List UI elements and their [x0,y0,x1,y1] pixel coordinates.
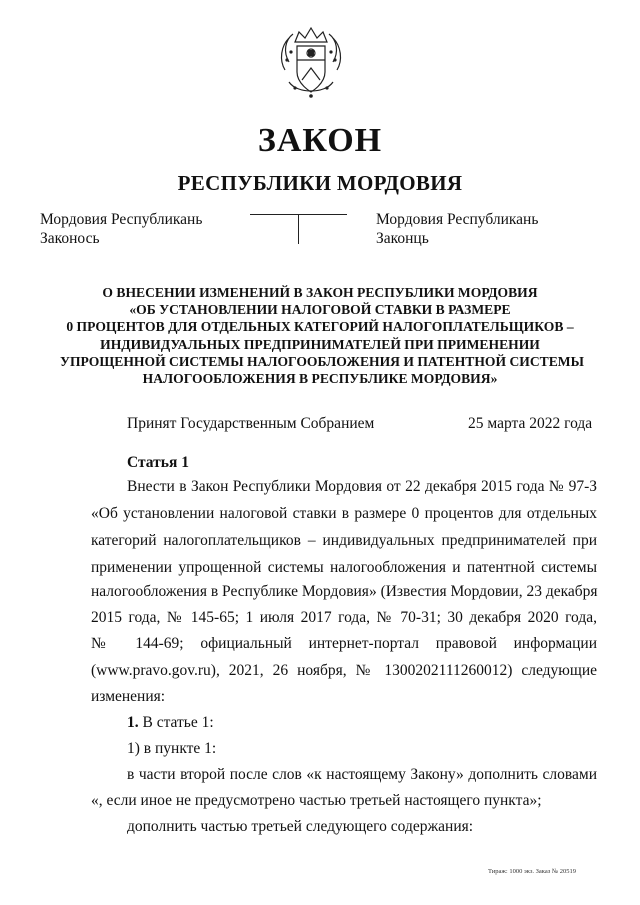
law-title-line: ИНДИВИДУАЛЬНЫХ ПРЕДПРИНИМАТЕЛЕЙ ПРИ ПРИМЕНЕНИИ [100,336,540,352]
article-text-line: 2015 года, № 145-65; 1 июля 2017 года, № 70-31; 30 декабря 2020 года, [91,609,597,626]
adoption-date: 25 марта 2022 года [468,415,593,432]
document-subtitle: РЕСПУБЛИКИ МОРДОВИЯ [177,171,463,195]
article-text-line: применении упрощенной системы налогообложения и патентной системы [91,559,597,576]
article-text-line: № 144-69; официальный интернет-портал правовой информации [91,635,597,652]
law-title-line: «ОБ УСТАНОВЛЕНИИ НАЛОГОВОЙ СТАВКИ В РАЗМЕРЕ [129,302,511,318]
right-lang-line-1: Мордовия Республикань [376,211,539,228]
item-1-text: В статье 1: [138,714,214,731]
header-separator-vertical [298,214,299,244]
article-text-line: Внести в Закон Республики Мордовия от 22 декабря 2015 года № 97-З [127,478,597,495]
article-text-line: налогообложения в Республике Мордовия» (Известия Мордовии, 23 декабря [91,583,598,600]
article-title: Статья 1 [127,454,189,471]
law-title-line: 0 ПРОЦЕНТОВ ДЛЯ ОТДЕЛЬНЫХ КАТЕГОРИЙ НАЛОГОПЛАТЕЛЬЩИКОВ – [66,319,574,335]
coat-of-arms-emblem [275,22,347,104]
law-title-line: О ВНЕСЕНИИ ИЗМЕНЕНИЙ В ЗАКОН РЕСПУБЛИКИ МОРДОВИЯ [102,285,538,300]
header-left-language-block [40,210,202,248]
adopted-by-label: Принят Государственным Собранием [127,415,375,432]
right-lang-line-2: Законць [376,230,429,247]
left-lang-line-2: Законось [40,230,100,247]
law-title [60,284,584,387]
paragraph-line: в части второй после слов «к настоящему Закону» дополнить словами [127,766,597,783]
document-title: ЗАКОН [257,122,383,159]
header-right-language-block [376,210,538,248]
article-text-line: изменения: [91,688,166,705]
article-text-line: (www.pravo.gov.ru), 2021, 26 ноября, № 1300202111260012) следующие [91,662,597,679]
article-text-line: «Об установлении налоговой ставки в размере 0 процентов для отдельных [91,505,597,522]
left-lang-line-1: Мордовия Республикань [40,211,203,228]
article-text-line: категорий налогоплательщиков – индивидуальных предпринимателей при [91,532,597,549]
subitem-1-heading: 1) в пункте 1: [127,740,217,757]
paragraph-line: дополнить частью третьей следующего содержания: [127,818,474,835]
law-title-line: УПРОЩЕННОЙ СИСТЕМЫ НАЛОГООБЛОЖЕНИЯ И ПАТЕНТНОЙ СИСТЕМЫ [60,353,584,369]
print-run-footer: Тираж: 1000 экз. Заказ № 20519 [488,868,577,875]
item-1-heading [127,714,214,732]
law-title-line: НАЛОГООБЛОЖЕНИЯ В РЕСПУБЛИКЕ МОРДОВИЯ» [142,371,498,387]
paragraph-line: «, если иное не предусмотрено частью третьей настоящего пункта»; [91,792,542,809]
item-1-number: 1. [127,714,139,731]
